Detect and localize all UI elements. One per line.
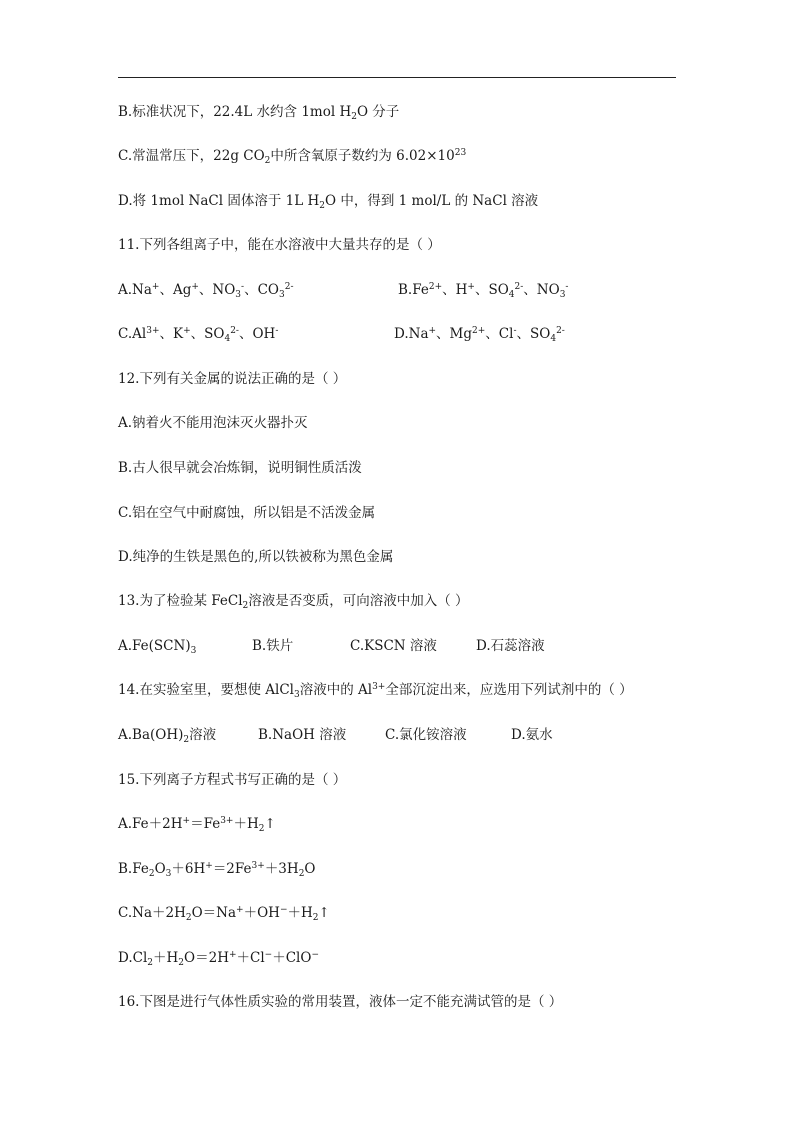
q11-stem: 11.下列各组离子中，能在水溶液中大量共存的是（ ） bbox=[118, 237, 441, 253]
q11-option-b: $B.Fe^{2+}$、H+、$SO_4^{2-}$、$NO_3^-$ bbox=[398, 282, 569, 300]
q11-option-a: A.Na+、Ag+、$NO_3^-$、$CO_3^{2-}$ bbox=[118, 282, 294, 300]
q12-option-a: A.钠着火不能用泡沫灭火器扑灭 bbox=[118, 415, 308, 431]
header-rule bbox=[118, 77, 676, 78]
q10-option-d: D.将 1mol NaCl 固体溶于 1L $H_2O$ 中，得到 1 mol/L 的 NaCl 溶液 bbox=[118, 193, 539, 211]
q12-option-d: D.纯净的生铁是黑色的,所以铁被称为黑色金属 bbox=[118, 549, 394, 565]
q14-stem: 14.在实验室里，要想使 AlCl$_3$溶液中的 $Al^{3+}$全部沉淀出来，应选用下列试剂中的（ ） bbox=[118, 682, 633, 700]
q13-option-d: D.石蕊溶液 bbox=[476, 638, 545, 654]
q13-option-c: C.KSCN 溶液 bbox=[350, 638, 437, 654]
q10-option-c: C.常温常压下，22g $CO_2$中所含氧原子数约为 $6.02\times 10^{23}$ bbox=[118, 148, 467, 166]
q12-option-c: C.铝在空气中耐腐蚀，所以铝是不活泼金属 bbox=[118, 505, 376, 521]
q14-option-b: B.NaOH 溶液 bbox=[258, 727, 347, 743]
q13-option-a: $A.Fe(SCN)_3$ bbox=[118, 638, 197, 656]
q11-option-c: $C.Al^{3+}$、K+、$SO_4^{2-}$、OH- bbox=[118, 326, 279, 344]
q15-option-c: $C.Na+2H_2O=Na^++OH^-+H_2↑$ bbox=[118, 905, 330, 923]
q11-option-d: D.Na+、$Mg^{2+}$、Cl-、$SO_4^{2-}$ bbox=[394, 326, 565, 344]
q15-option-d: $D.Cl_2+H_2O=2H^++Cl^-+ClO^-$ bbox=[118, 950, 319, 968]
q12-stem: 12.下列有关金属的说法正确的是（ ） bbox=[118, 371, 347, 387]
q15-stem: 15.下列离子方程式书写正确的是（ ） bbox=[118, 772, 347, 788]
q14-option-a: $A.Ba(OH)_2$溶液 bbox=[118, 727, 217, 745]
q14-option-c: C.氯化铵溶液 bbox=[385, 727, 467, 743]
q15-option-b: $B.Fe_2O_3+6H^+=2Fe^{3+}+3H_2O$ bbox=[118, 861, 316, 879]
q10-option-b: B.标准状况下，22.4L 水约含 1mol $H_2O$ 分子 bbox=[118, 104, 400, 122]
q15-option-a: $A.Fe+2H^+=Fe^{3+}+H_2↑$ bbox=[118, 816, 276, 834]
q13-stem: 13.为了检验某 FeCl$_2$溶液是否变质，可向溶液中加入（ ） bbox=[118, 593, 469, 611]
q12-option-b: B.古人很早就会冶炼铜，说明铜性质活泼 bbox=[118, 460, 362, 476]
q14-option-d: D.氨水 bbox=[511, 727, 553, 743]
q13-option-b: B.铁片 bbox=[252, 638, 294, 654]
q16-stem: 16.下图是进行气体性质实验的常用装置，液体一定不能充满试管的是（ ） bbox=[118, 994, 563, 1010]
